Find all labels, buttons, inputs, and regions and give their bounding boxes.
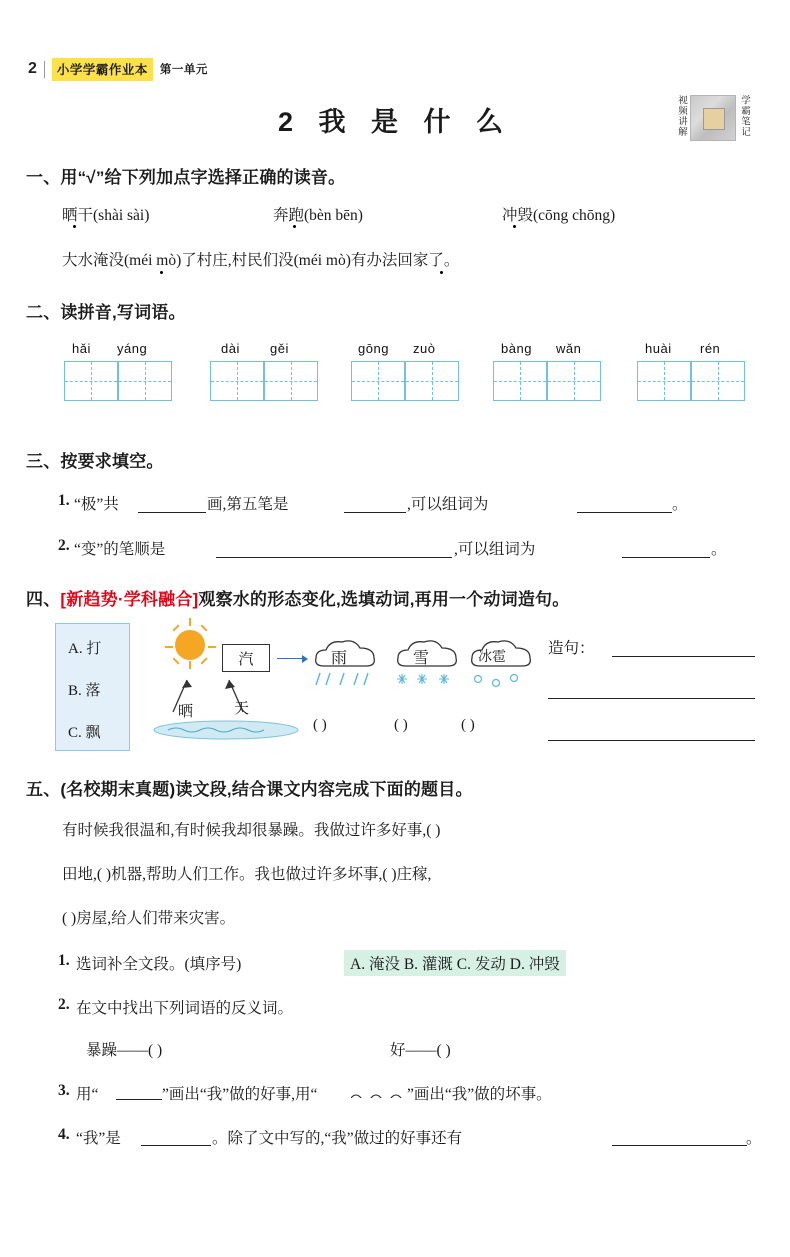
sun-ray-icon: [172, 657, 179, 664]
verb-option-c[interactable]: C. 飘: [68, 725, 101, 741]
pinyin-5-2: rén: [700, 341, 721, 356]
writing-cell[interactable]: [637, 361, 691, 401]
section-1-item-3: 冲毁(cōng chōng): [502, 207, 616, 224]
blank-line[interactable]: [612, 1145, 747, 1146]
blank-line[interactable]: [548, 698, 755, 699]
bracket-blank-2[interactable]: ( ): [394, 717, 408, 733]
sun-icon: [175, 630, 205, 660]
section-5-q1-num: 1.: [58, 952, 70, 969]
section-3-q2-c: 。: [711, 541, 727, 558]
writing-cell[interactable]: [210, 361, 264, 401]
water-surface-icon: [152, 718, 302, 742]
straight-underline-sample: [116, 1099, 162, 1100]
writing-cell[interactable]: [547, 361, 601, 401]
section-3-q1-b: 画,第五笔是: [207, 496, 289, 513]
sun-ray-icon: [200, 657, 207, 664]
sun-ray-icon: [200, 624, 207, 631]
pinyin-1-2: yáng: [117, 341, 148, 356]
sun-ray-icon: [189, 618, 191, 626]
section-5-q4-c: 。: [746, 1130, 762, 1147]
passage-line-3: ( )房屋,给人们带来灾害。: [62, 910, 236, 927]
section-5-q2-num: 2.: [58, 996, 70, 1013]
pinyin-2-2: gěi: [270, 341, 289, 356]
pinyin-4-1: bàng: [501, 341, 532, 356]
pinyin-3-2: zuò: [413, 341, 436, 356]
shou-label: 天: [234, 701, 250, 717]
passage-line-2: 田地,( )机器,帮助人们工作。我也做过许多坏事,( )庄稼,: [62, 866, 432, 883]
shai-label: 晒: [178, 704, 194, 720]
section-5-q3-c: ”画出“我”做的坏事。: [407, 1086, 552, 1103]
emphasis-dot: [73, 225, 76, 228]
section-1-heading: 一、用“√”给下列加点字选择正确的读音。: [26, 168, 346, 187]
blank-line[interactable]: [138, 512, 206, 513]
writing-cell[interactable]: [64, 361, 118, 401]
bracket-blank-1[interactable]: ( ): [313, 717, 327, 733]
writing-cell[interactable]: [405, 361, 459, 401]
page-title: 2 我 是 什 么: [277, 107, 513, 137]
page-header: [28, 58, 208, 81]
section-5-q1-choices[interactable]: A. 淹没 B. 灌溉 C. 发动 D. 冲毁: [344, 950, 566, 976]
blank-line[interactable]: [612, 656, 755, 657]
section-5-heading: 五、(名校期末真题)读文段,结合课文内容完成下面的题目。: [26, 780, 473, 799]
video-qr-block[interactable]: [676, 95, 750, 141]
emphasis-dot: [513, 225, 516, 228]
section-5-q2-text: 在文中找出下列词语的反义词。: [76, 1000, 294, 1017]
zaoju-label: 造句：: [548, 640, 595, 657]
blank-line[interactable]: [622, 557, 710, 558]
section-1-item-1: 晒干(shài sài): [62, 207, 150, 224]
section-3-q1-a: “极”共: [74, 496, 119, 513]
unit-label: 第一单元: [159, 64, 208, 77]
blank-line[interactable]: [577, 512, 672, 513]
blank-line[interactable]: [344, 512, 406, 513]
wavy-underline-sample: [351, 1092, 407, 1098]
antonym-pair-1[interactable]: 暴躁——( ): [86, 1042, 163, 1059]
pinyin-3-1: gōng: [358, 341, 389, 356]
book-title-tag: 小学学霸作业本: [52, 58, 153, 81]
section-5-q3-a: 用“: [76, 1086, 99, 1103]
verb-option-b[interactable]: B. 落: [68, 683, 101, 699]
section-3-q2-num: 2.: [58, 537, 70, 554]
emphasis-dot: [160, 271, 163, 274]
sun-ray-icon: [189, 661, 191, 669]
pinyin-1-1: hǎi: [72, 341, 91, 356]
steam-label-box: 汽: [222, 644, 270, 672]
rain-drops-icon: [314, 671, 376, 693]
qr-code-icon[interactable]: [690, 95, 736, 141]
writing-cell[interactable]: [691, 361, 745, 401]
section-4-heading-post: 观察水的形态变化,选填动词,再用一个动词造句。: [198, 590, 570, 609]
antonym-pair-2[interactable]: 好——( ): [390, 1042, 451, 1059]
blank-line[interactable]: [141, 1145, 211, 1146]
section-3-q1-c: ,可以组词为: [407, 496, 489, 513]
section-5-q3-num: 3.: [58, 1082, 70, 1099]
section-1-item-2: 奔跑(bèn bēn): [273, 207, 363, 224]
rain-label: 雨: [331, 650, 348, 667]
sun-ray-icon: [172, 624, 179, 631]
section-5-q4-num: 4.: [58, 1126, 70, 1143]
snow-flakes-icon: [396, 671, 458, 693]
section-4-heading: [26, 585, 569, 610]
section-5-q4-a: “我”是: [76, 1130, 121, 1147]
pinyin-5-1: huài: [645, 341, 672, 356]
hail-stones-icon: [470, 671, 532, 693]
writing-cell[interactable]: [264, 361, 318, 401]
page-number: 2: [28, 60, 37, 78]
emphasis-dot: [293, 225, 296, 228]
section-5-q4-b: 。除了文中写的,“我”做过的好事还有: [212, 1130, 463, 1147]
section-2-heading: 二、读拼音,写词语。: [26, 303, 186, 322]
section-3-q1-d: 。: [672, 496, 688, 513]
writing-cell[interactable]: [351, 361, 405, 401]
writing-cell[interactable]: [493, 361, 547, 401]
passage-line-1: 有时候我很温和,有时候我却很暴躁。我做过许多好事,( ): [62, 822, 441, 839]
snow-label: 雪: [413, 650, 430, 667]
section-4-heading-tag: [新趋势·学科融合]: [60, 590, 199, 609]
writing-cell[interactable]: [118, 361, 172, 401]
arrow-right-icon: [277, 658, 307, 659]
blank-line[interactable]: [548, 740, 755, 741]
emphasis-dot: [440, 271, 443, 274]
section-3-heading: 三、按要求填空。: [26, 452, 164, 471]
qr-left-label: 视频讲解: [676, 95, 687, 137]
verb-option-a[interactable]: A. 打: [68, 641, 102, 657]
header-divider: [44, 61, 45, 78]
section-4-heading-pre: 四、: [26, 590, 61, 609]
blank-line[interactable]: [216, 557, 452, 558]
hail-label: 冰雹: [478, 650, 506, 665]
pinyin-4-2: wǎn: [556, 341, 582, 356]
section-5-q1-text: 选词补全文段。(填序号): [76, 956, 242, 973]
section-5-q3-b: ”画出“我”做的好事,用“: [162, 1086, 318, 1103]
pinyin-2-1: dài: [221, 341, 240, 356]
section-3-q2-a: “变”的笔顺是: [74, 541, 166, 558]
sun-ray-icon: [208, 646, 216, 648]
sun-ray-icon: [165, 646, 173, 648]
qr-right-label: 学霸笔记: [739, 95, 750, 137]
section-3-q2-b: ,可以组词为: [454, 541, 536, 558]
bracket-blank-3[interactable]: ( ): [461, 717, 475, 733]
section-3-q1-num: 1.: [58, 492, 70, 509]
section-1-line-2: 大水淹没(méi mò)了村庄,村民们没(méi mò)有办法回家了。: [62, 252, 460, 269]
